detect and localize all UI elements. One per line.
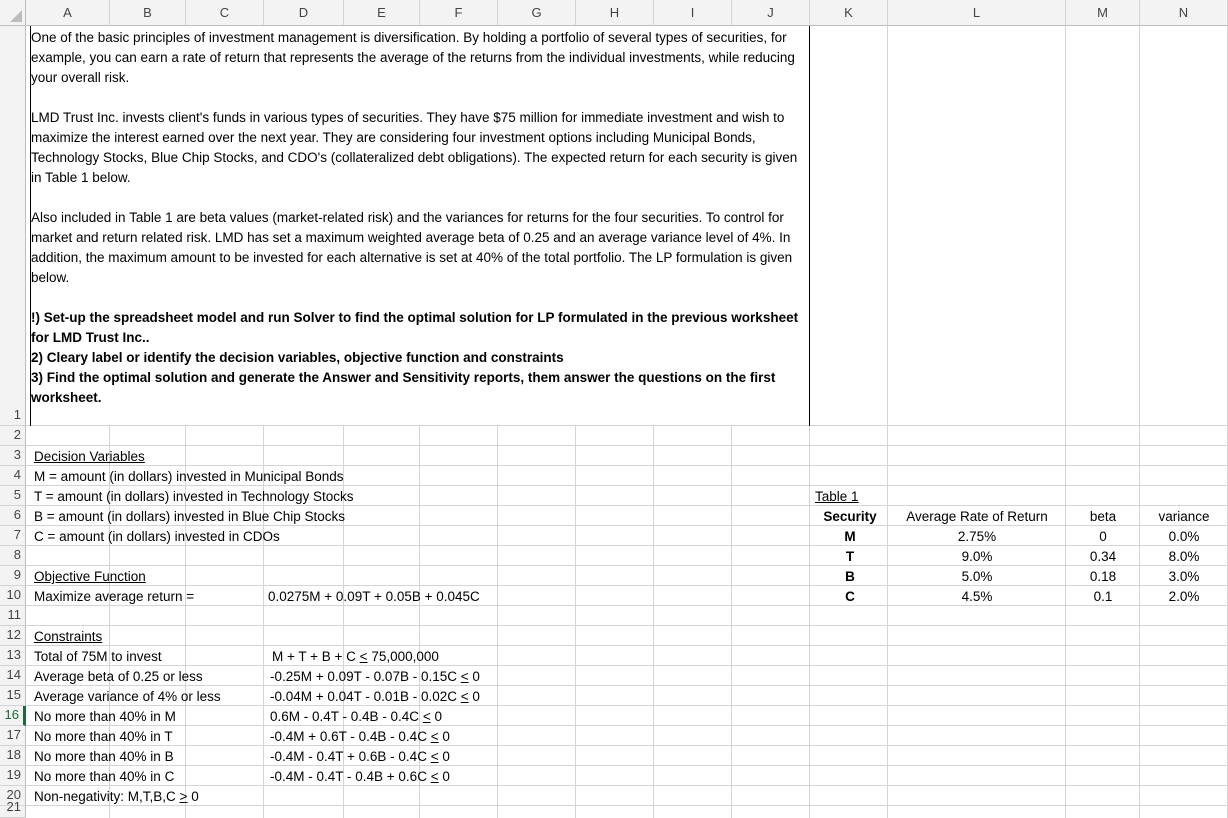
row-header-15[interactable] [0, 686, 26, 706]
table1-cell[interactable]: 3.0% [1168, 569, 1200, 584]
table1-header[interactable]: Security [823, 509, 877, 524]
table1-cell[interactable]: 0.0% [1168, 529, 1200, 544]
row-header-2[interactable] [0, 426, 26, 446]
gridline-horizontal [26, 645, 1228, 646]
row-header-18[interactable] [0, 746, 26, 766]
row-number: 17 [6, 727, 21, 742]
row-number: 4 [13, 467, 21, 482]
row-header-9[interactable] [0, 566, 26, 586]
less-equal-symbol: < [460, 689, 469, 704]
less-equal-symbol: < [430, 769, 439, 784]
table1-header[interactable]: beta [1089, 509, 1117, 524]
table1-header[interactable]: Average Rate of Return [906, 509, 1048, 524]
row-number: 14 [6, 667, 21, 682]
constraint-label[interactable]: Total of 75M to invest [34, 649, 162, 664]
row-header-10[interactable] [0, 586, 26, 606]
row-number: 7 [13, 527, 21, 542]
table1-header[interactable]: variance [1158, 509, 1210, 524]
constraint-lhs: -0.25M + 0.09T - 0.07B - 0.15C [270, 669, 461, 684]
column-header-m[interactable]: M [1066, 0, 1140, 26]
constraint-rhs: 0 [468, 689, 480, 704]
decision-variable-b[interactable]: B = amount (in dollars) invested in Blue Chip Stocks [34, 509, 346, 524]
constraint-label[interactable]: Average beta of 0.25 or less [34, 669, 203, 684]
row-header-6[interactable] [0, 506, 26, 526]
row-number: 21 [6, 799, 21, 814]
gridline-horizontal [26, 425, 1228, 426]
row-header-8[interactable] [0, 546, 26, 566]
security-code[interactable]: C [845, 589, 855, 604]
column-header-i[interactable]: I [654, 0, 732, 26]
constraint-lhs: 0.6M - 0.4T - 0.4B - 0.4C [270, 709, 423, 724]
constraint-rhs: 0 [468, 669, 480, 684]
column-header-d[interactable]: D [264, 0, 344, 26]
gridline-vertical [887, 26, 888, 818]
column-header-h[interactable]: H [576, 0, 654, 26]
column-header-f[interactable]: F [420, 0, 498, 26]
gridline-horizontal [26, 745, 1228, 746]
row-header-11[interactable] [0, 606, 26, 626]
column-header-g[interactable]: G [498, 0, 576, 26]
column-header-b[interactable]: B [110, 0, 186, 26]
constraints-title[interactable]: Constraints [34, 629, 103, 644]
row-header-16[interactable] [0, 706, 26, 726]
row-number: 8 [13, 547, 21, 562]
row-header-13[interactable] [0, 646, 26, 666]
constraint-formula[interactable] [270, 747, 450, 767]
gridline-horizontal [26, 445, 1228, 446]
row-header-4[interactable] [0, 466, 26, 486]
gridline-horizontal [26, 625, 1228, 626]
row-header-19[interactable] [0, 766, 26, 786]
constraint-label[interactable]: No more than 40% in C [34, 769, 175, 784]
gridline-horizontal [26, 665, 1228, 666]
row-number: 18 [6, 747, 21, 762]
constraint-formula[interactable] [270, 687, 480, 707]
row-number: 2 [13, 427, 21, 442]
question-1: !) Set-up the spreadsheet model and run Solver to find the optimal solution for LP formulated in the previous worksheet for LMD Trust Inc.. [31, 310, 799, 345]
constraint-formula[interactable] [272, 647, 439, 667]
table1-cell[interactable]: 8.0% [1168, 549, 1200, 564]
constraint-lhs: -0.4M - 0.4T - 0.4B + 0.6C [270, 769, 431, 784]
gridline-horizontal [26, 765, 1228, 766]
decision-variables-title[interactable]: Decision Variables [34, 449, 145, 464]
column-header-n[interactable]: N [1140, 0, 1228, 26]
constraint-rhs: 0 [438, 729, 450, 744]
select-all-corner[interactable] [0, 0, 26, 26]
column-header-l[interactable]: L [888, 0, 1066, 26]
gridline-horizontal [26, 465, 1228, 466]
constraint-label[interactable]: No more than 40% in B [34, 749, 174, 764]
gridline-horizontal [26, 725, 1228, 726]
gridline-horizontal [26, 685, 1228, 686]
question-2: 2) Cleary label or identify the decision variables, objective function and constraints [31, 350, 564, 365]
constraint-lhs: -0.04M + 0.04T - 0.01B - 0.02C [270, 689, 461, 704]
constraint-label[interactable]: Average variance of 4% or less [34, 689, 221, 704]
table1-cell[interactable]: 0.18 [1089, 569, 1117, 584]
row-number: 13 [6, 647, 21, 662]
row-header-12[interactable] [0, 626, 26, 646]
gridline-vertical [1065, 26, 1066, 818]
row-number: 20 [6, 787, 21, 802]
table1-cell[interactable]: 9.0% [961, 549, 993, 564]
constraint-formula[interactable] [270, 667, 480, 687]
security-code[interactable]: M [844, 529, 856, 544]
instructions-textbox[interactable] [31, 28, 811, 408]
less-equal-symbol: < [422, 709, 431, 724]
row-number: 11 [7, 607, 21, 622]
gridline-horizontal [26, 785, 1228, 786]
less-equal-symbol: < [430, 749, 439, 764]
nonnegativity-constraint[interactable] [34, 787, 199, 807]
nonnegativity-label: Non-negativity: M,T,B,C [34, 789, 180, 804]
less-equal-symbol: < [460, 669, 469, 684]
row-header-14[interactable] [0, 666, 26, 686]
constraint-formula[interactable] [270, 767, 450, 787]
nonnegativity-rhs: 0 [187, 789, 199, 804]
row-number: 1 [13, 407, 21, 422]
row-header-1[interactable] [0, 26, 26, 426]
objective-formula[interactable]: 0.0275M + 0.09T + 0.05B + 0.045C [268, 589, 480, 604]
column-header-a[interactable]: A [26, 0, 110, 26]
row-header-7[interactable] [0, 526, 26, 546]
column-header-k[interactable]: K [810, 0, 888, 26]
constraint-rhs: 0 [438, 769, 450, 784]
table1-cell[interactable]: 4.5% [961, 589, 993, 604]
constraint-lhs: M + T + B + C [272, 649, 360, 664]
constraint-label[interactable]: No more than 40% in T [34, 729, 173, 744]
table1-cell[interactable]: 0.1 [1093, 589, 1113, 604]
constraint-rhs: 75,000,000 [367, 649, 439, 664]
table1-cell[interactable]: 2.75% [957, 529, 997, 544]
row-header-3[interactable] [0, 446, 26, 466]
intro-paragraph-2: LMD Trust Inc. invests client's funds in various types of securities. They have $75 million for immediate investment and wish to maximize the interest earned over the next year. They are considering four investment options including Municipal Bonds, Technology Stocks, Blue Chip Stocks, and CDO's (collateralized debt obligations). The expected return for each security is given in Table 1 below. [31, 110, 798, 185]
constraint-formula[interactable] [270, 707, 442, 727]
row-number: 12 [6, 627, 21, 642]
security-code[interactable]: B [845, 569, 855, 584]
constraint-lhs: -0.4M + 0.6T - 0.4B - 0.4C [270, 729, 431, 744]
less-equal-symbol: < [430, 729, 439, 744]
row-number: 9 [13, 567, 21, 582]
table1-cell[interactable]: 0 [1099, 529, 1107, 544]
objective-function-title[interactable]: Objective Function [34, 569, 146, 584]
greater-equal-symbol: > [179, 789, 188, 804]
row-number: 15 [6, 687, 21, 702]
gridline-vertical [1139, 26, 1140, 818]
row-header-21[interactable] [0, 799, 26, 818]
intro-paragraph-3: Also included in Table 1 are beta values (market-related risk) and the variances for returns for the four securities. To control for market and return related risk. LMD has set a maximum weighted average beta of 0.25 and an average variance level of 4%. In addition, the maximum amount to be invested for each alternative is set at 40% of the total portfolio. The LP formulation is given below. [31, 210, 793, 285]
row-number: 6 [13, 507, 21, 522]
decision-variable-t[interactable]: T = amount (in dollars) invested in Technology Stocks [34, 489, 354, 504]
row-number: 5 [13, 487, 21, 502]
row-number: 16 [4, 707, 19, 722]
decision-variable-m[interactable]: M = amount (in dollars) invested in Municipal Bonds [34, 469, 344, 484]
column-header-j[interactable]: J [732, 0, 810, 26]
decision-variable-c[interactable]: C = amount (in dollars) invested in CDOs [34, 529, 280, 544]
constraint-lhs: -0.4M - 0.4T + 0.6B - 0.4C [270, 749, 431, 764]
less-equal-symbol: < [359, 649, 368, 664]
intro-paragraph-1: One of the basic principles of investment management is diversification. By holding a portfolio of several types of securities, for example, you can earn a rate of return that represents the average of the returns from the individual investments, while reducing your overall risk. [31, 30, 795, 85]
question-3: 3) Find the optimal solution and generate the Answer and Sensitivity reports, them answer the questions on the first worksheet. [31, 370, 776, 405]
row-header-17[interactable] [0, 726, 26, 746]
column-header-e[interactable]: E [344, 0, 420, 26]
security-code[interactable]: T [845, 549, 855, 564]
constraint-formula[interactable] [270, 727, 450, 747]
row-number: 3 [13, 447, 21, 462]
table1-cell[interactable]: 5.0% [961, 569, 993, 584]
constraint-label[interactable]: No more than 40% in M [34, 709, 176, 724]
row-header-5[interactable] [0, 486, 26, 506]
row-number: 19 [6, 767, 21, 782]
objective-label[interactable]: Maximize average return = [34, 589, 195, 604]
gridline-horizontal [26, 805, 1228, 806]
constraint-rhs: 0 [438, 749, 450, 764]
row-number: 10 [6, 587, 21, 602]
table1-cell[interactable]: 0.34 [1089, 549, 1117, 564]
constraint-rhs: 0 [430, 709, 442, 724]
table1-cell[interactable]: 2.0% [1168, 589, 1200, 604]
column-header-c[interactable]: C [186, 0, 264, 26]
table1-title[interactable]: Table 1 [815, 489, 859, 504]
